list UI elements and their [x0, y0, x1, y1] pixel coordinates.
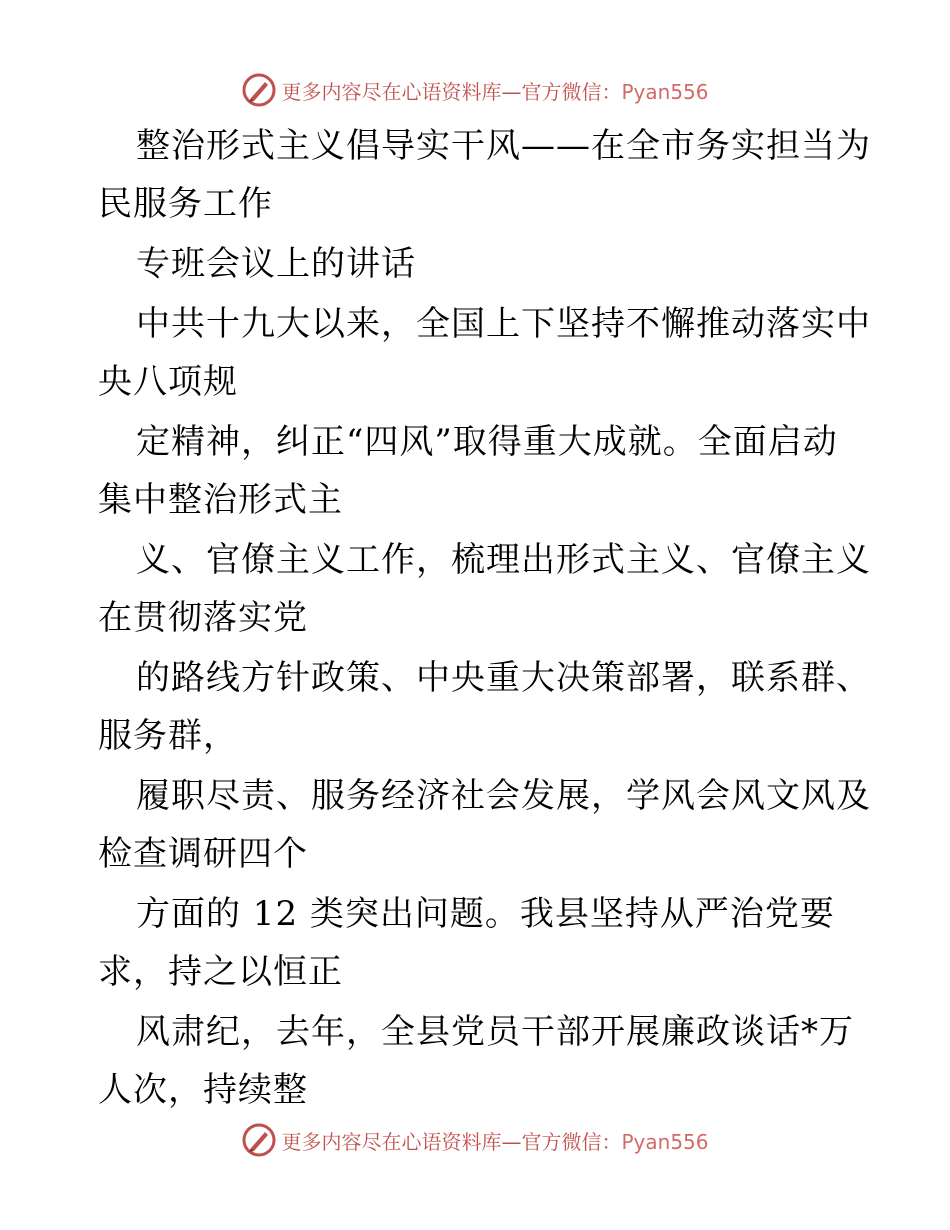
text-line: 民服务工作: [98, 184, 273, 224]
text-line: 在贯彻落实党: [98, 598, 308, 638]
watermark-text: 更多内容尽在心语资料库—官方微信：Pyan556: [281, 1129, 709, 1154]
text-line: 方面的 12 类突出问题。我县坚持从严治党要: [136, 894, 835, 934]
text-line: 中共十九大以来，全国上下坚持不懈推动落实中: [136, 304, 871, 344]
text-line: 集中整治形式主: [98, 480, 343, 520]
text-line: 整治形式主义倡导实干风——在全市务实担当为: [136, 126, 871, 166]
pen-logo-icon: [241, 1122, 277, 1158]
text-line: 检查调研四个: [98, 834, 308, 874]
text-line: 人次，持续整: [98, 1070, 308, 1110]
pen-logo-icon: [241, 72, 277, 108]
text-line: 央八项规: [98, 362, 238, 402]
text-line: 定精神，纠正“四风”取得重大成就。全面启动: [136, 422, 838, 462]
text-line: 的路线方针政策、中央重大决策部署，联系群、: [136, 658, 871, 698]
footer-watermark: [0, 1120, 950, 1160]
header-watermark: [0, 70, 950, 110]
text-line: 求，持之以恒正: [98, 952, 343, 992]
text-line: 服务群，: [98, 716, 238, 756]
text-line: 专班会议上的讲话: [136, 244, 416, 284]
text-line: 义、官僚主义工作，梳理出形式主义、官僚主义: [136, 540, 871, 580]
text-line: 履职尽责、服务经济社会发展，学风会风文风及: [136, 776, 871, 816]
watermark-text: 更多内容尽在心语资料库—官方微信：Pyan556: [281, 79, 709, 104]
text-line: 风肃纪，去年，全县党员干部开展廉政谈话*万: [136, 1012, 854, 1052]
